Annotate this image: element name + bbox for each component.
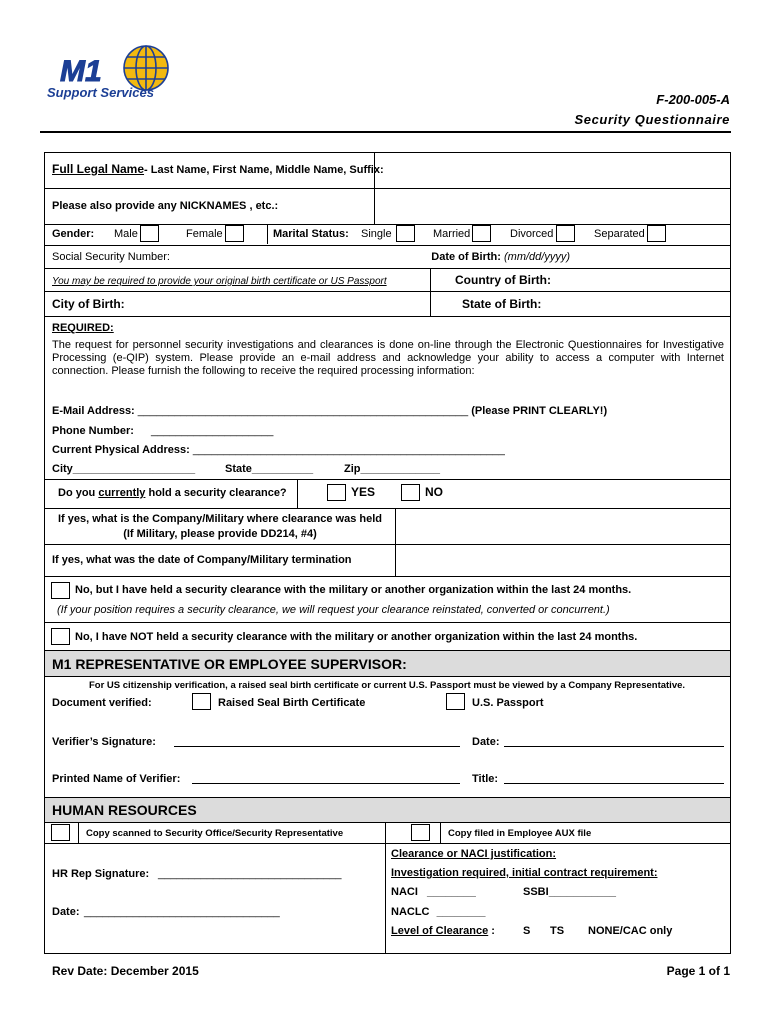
city-of-birth-field[interactable]	[140, 292, 428, 316]
nicknames-field[interactable]	[375, 189, 730, 224]
clearance-company-line1: If yes, what is the Company/Military where clearance was held	[57, 513, 383, 525]
city-label: City	[52, 463, 73, 475]
marital-status-label: Marital Status:	[273, 228, 349, 240]
male-label: Male	[114, 228, 138, 240]
zip-label: Zip	[344, 463, 361, 475]
passport-checkbox[interactable]	[446, 693, 465, 710]
ssn-label: Social Security Number:	[52, 251, 170, 263]
hr-date-label: Date:	[52, 906, 80, 918]
required-paragraph: The request for personnel security investigations and clearances is done on-line through the Electronic Questionnaires for Investigative Processing (e-QIP) system. Please provide an e-mail address and acknowledge your ability to access a computer with Internet connection. Please furnish the following to receive the required processing information:	[52, 339, 724, 377]
not-held-label: No, I have NOT held a security clearance with the military or another organization within the last 24 months.	[75, 631, 638, 643]
current-clearance-question: Do you currently hold a security clearance?	[58, 487, 287, 499]
copy-aux-label: Copy filed in Employee AUX file	[448, 828, 592, 839]
justification-label: Clearance or NACI justification:	[391, 848, 557, 860]
page-number: Page 1 of 1	[666, 964, 730, 978]
zip-row	[344, 463, 440, 476]
married-label: Married	[433, 228, 471, 240]
dob-label: Date of Birth: (mm/dd/yyyy)	[431, 251, 570, 263]
clearance-company-line2: (If Military, please provide DD214, #4)	[123, 528, 317, 540]
clearance-no-label: NO	[425, 485, 443, 499]
birth-certificate-note: You may be required to provide your original birth certificate or US Passport	[52, 276, 387, 287]
printed-name-label: Printed Name of Verifier:	[52, 773, 181, 785]
termination-date-label: If yes, what was the date of Company/Military termination	[52, 554, 352, 566]
male-checkbox[interactable]	[140, 225, 159, 242]
nicknames-label: Please also provide any NICKNAMES , etc.:	[52, 200, 279, 212]
copy-security-label: Copy scanned to Security Office/Security Representative	[86, 828, 344, 839]
passport-label: U.S. Passport	[472, 697, 544, 709]
address-field[interactable]: ___________________________________________________	[192, 444, 505, 456]
ssbi-row	[523, 886, 616, 899]
country-of-birth-field[interactable]	[560, 269, 730, 291]
address-label: Current Physical Address:	[52, 444, 190, 456]
verifier-date-label: Date:	[472, 736, 500, 748]
city-field[interactable]: ____________________	[72, 463, 196, 475]
copy-aux-checkbox[interactable]	[411, 824, 430, 841]
email-label: E-Mail Address:	[52, 405, 135, 417]
verifier-title-label: Title:	[472, 773, 499, 785]
verifier-signature-field[interactable]	[174, 746, 460, 747]
separated-checkbox[interactable]	[647, 225, 666, 242]
level-s-option[interactable]: S	[523, 925, 531, 937]
hr-signature-label: HR Rep Signature:	[52, 868, 150, 880]
held-24-months-checkbox[interactable]	[51, 582, 70, 599]
citizenship-note: For US citizenship verification, a raised seal birth certificate or current U.S. Passport must be viewed by a Company Representative.	[88, 680, 686, 691]
naclc-field[interactable]: ________	[436, 906, 486, 918]
held-24-months-note: (If your position requires a security clearance, we will request your clearance reinstated, converted or concurrent.)	[57, 604, 610, 616]
clearance-no-checkbox[interactable]	[401, 484, 420, 501]
birth-certificate-checkbox[interactable]	[192, 693, 211, 710]
document-verified-label: Document verified:	[52, 697, 152, 709]
gender-label: Gender:	[52, 228, 95, 240]
header-rule	[40, 131, 731, 133]
ssbi-label: SSBI	[523, 886, 549, 898]
female-label: Female	[186, 228, 223, 240]
city-of-birth-label: City of Birth:	[52, 297, 125, 311]
state-of-birth-label: State of Birth:	[462, 297, 542, 311]
hr-heading: HUMAN RESOURCES	[52, 802, 197, 818]
divorced-checkbox[interactable]	[556, 225, 575, 242]
company-logo	[42, 44, 177, 106]
clearance-yes-label: YES	[351, 485, 376, 499]
required-heading: REQUIRED:	[52, 322, 114, 334]
not-held-checkbox[interactable]	[51, 628, 70, 645]
email-field[interactable]: ______________________________________________________	[137, 405, 469, 417]
naci-label: NACI	[391, 886, 418, 898]
phone-field[interactable]: ____________________	[151, 425, 274, 437]
level-ts-option[interactable]: TS	[550, 925, 565, 937]
held-24-months-label: No, but I have held a security clearance with the military or another organization within the last 24 months.	[75, 584, 632, 596]
level-none-option[interactable]: NONE/CAC only	[588, 925, 673, 937]
representative-heading: M1 REPRESENTATIVE OR EMPLOYEE SUPERVISOR:	[52, 656, 407, 672]
email-note: (Please PRINT CLEARLY!)	[471, 405, 608, 417]
legal-name-field[interactable]	[375, 153, 730, 189]
birth-certificate-label: Raised Seal Birth Certificate	[218, 697, 366, 709]
country-of-birth-label: Country of Birth:	[455, 273, 551, 287]
clearance-company-field[interactable]	[396, 509, 730, 544]
verifier-title-field[interactable]	[504, 783, 724, 784]
termination-date-field[interactable]	[396, 545, 730, 575]
city-row	[52, 463, 195, 476]
divorced-label: Divorced	[510, 228, 554, 240]
ssbi-field[interactable]: ___________	[548, 886, 616, 898]
form-number: F-200-005-A	[656, 92, 730, 107]
separated-label: Separated	[594, 228, 645, 240]
naci-row	[391, 886, 476, 899]
logo-mark: M1	[60, 55, 102, 88]
state-of-birth-field[interactable]	[560, 292, 730, 316]
dob-field[interactable]	[574, 246, 730, 268]
verifier-signature-label: Verifier’s Signature:	[52, 736, 156, 748]
clearance-yes-checkbox[interactable]	[327, 484, 346, 501]
hr-signature-field[interactable]: ______________________________	[158, 868, 342, 880]
naclc-label: NACLC	[391, 906, 430, 918]
legal-name-label: Full Legal Name- Last Name, First Name, Middle Name, Suffix:	[52, 162, 384, 176]
state-row	[225, 463, 313, 476]
naci-field[interactable]: ________	[426, 886, 476, 898]
phone-label: Phone Number:	[52, 425, 134, 437]
form-title: Security Questionnaire	[574, 112, 730, 127]
female-checkbox[interactable]	[225, 225, 244, 242]
single-label: Single	[361, 228, 392, 240]
copy-security-checkbox[interactable]	[51, 824, 70, 841]
married-checkbox[interactable]	[472, 225, 491, 242]
state-label: State	[225, 463, 252, 475]
printed-name-field[interactable]	[192, 783, 460, 784]
logo-text: Support Services	[47, 85, 154, 100]
rev-date: Rev Date: December 2015	[52, 964, 199, 978]
level-of-clearance-label: Level of Clearance :	[391, 925, 495, 937]
naclc-row	[391, 906, 486, 919]
state-field[interactable]: __________	[251, 463, 314, 475]
hr-date-field[interactable]: ________________________________	[84, 906, 280, 918]
ssn-field[interactable]	[180, 246, 430, 268]
verifier-date-field[interactable]	[504, 746, 724, 747]
single-checkbox[interactable]	[396, 225, 415, 242]
zip-field[interactable]: _____________	[360, 463, 441, 475]
address-row	[52, 444, 505, 457]
email-row	[52, 405, 607, 418]
investigation-label: Investigation required, initial contract requirement:	[391, 867, 658, 879]
